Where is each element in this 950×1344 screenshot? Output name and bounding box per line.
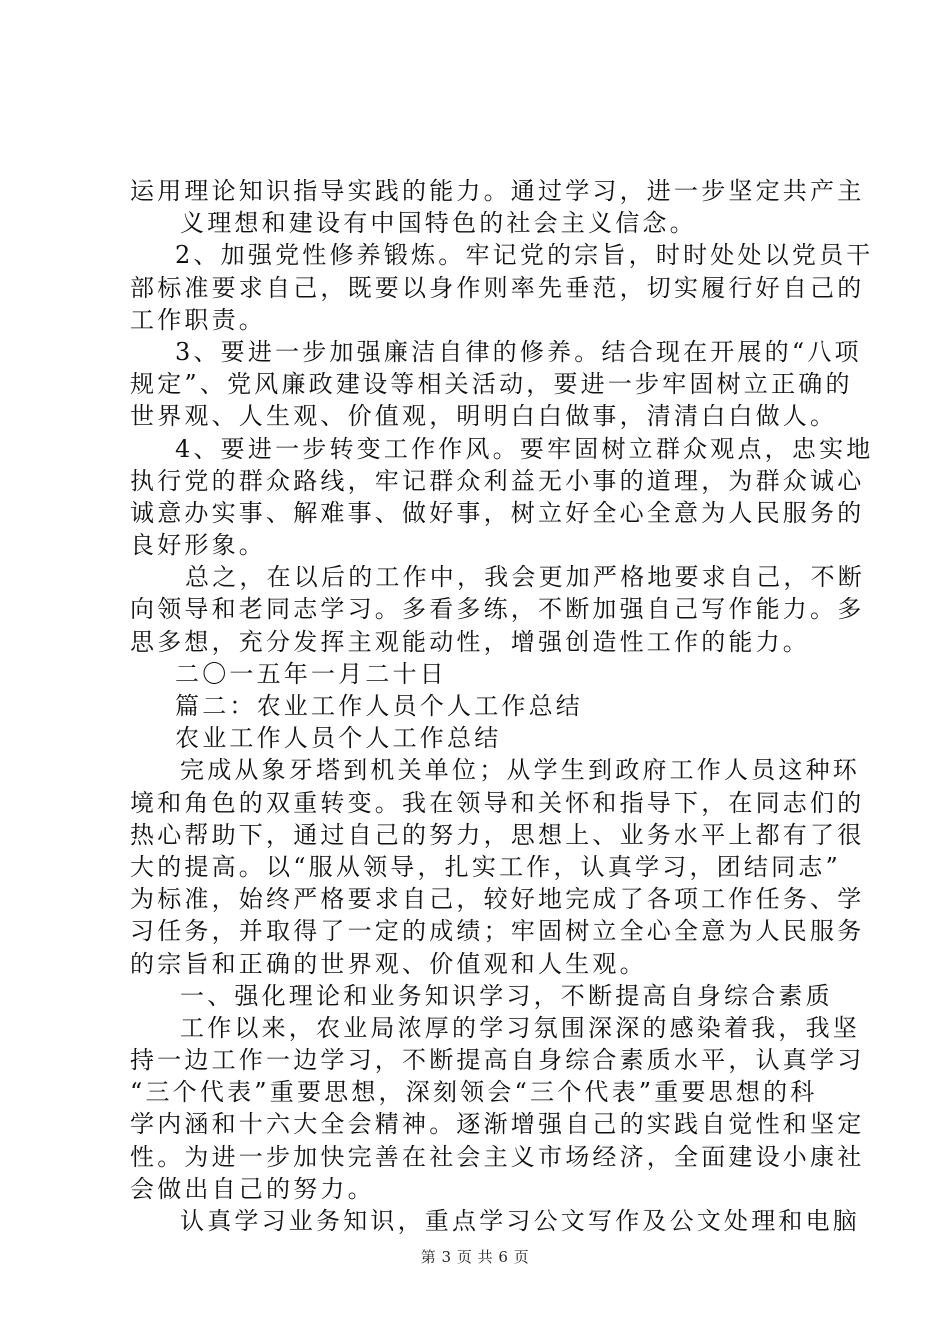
text-line: 思多想，充分发挥主观能动性，增强创造性工作的能力。 [130,627,810,656]
text-line: 4、要进一步转变工作作风。要牢固树立群众观点，忠实地 [175,434,874,463]
text-line: 世界观、人生观、价值观，明明白白做事，清清白白做人。 [130,402,838,431]
text-line: 良好形象。 [130,531,266,560]
text-line: 学内涵和十六大全会精神。逐渐增强自己的实践自觉性和坚定 [130,1110,865,1139]
text-line: 大的提高。以“服从领导，扎实工作，认真学习，团结同志” [130,852,841,881]
text-line: 义理想和建设有中国特色的社会主义信念。 [180,209,697,238]
text-line: 3、要进一步加强廉洁自律的修养。结合现在开展的“八项 [175,337,862,366]
text-line: 总之，在以后的工作中，我会更加严格地要求自己，不断 [185,563,865,592]
text-line: 性。为进一步加快完善在社会主义市场经济，全面建设小康社 [130,1142,865,1171]
document-body [130,175,874,1237]
text-line: 认真学习业务知识，重点学习公文写作及公文处理和电脑 [180,1207,860,1235]
page-number-footer: 第 3 页 共 6 页 [420,1248,530,1266]
text-line: 2、加强党性修养锻炼。牢记党的宗旨，时时处处以党员干 [175,241,874,270]
text-line: 工作职责。 [130,305,266,334]
text-line: 的宗旨和正确的世界观、价值观和人生观。 [130,949,647,978]
text-line: 为标准，始终严格要求自己，较好地完成了各项工作任务、学 [130,885,865,914]
article-title: 农业工作人员个人工作总结 [175,724,502,753]
date-line: 二〇一五年一月二十日 [175,659,447,688]
text-line: 会做出自己的努力。 [130,1174,375,1203]
text-line: 部标准要求自己，既要以身作则率先垂范，切实履行好自己的 [130,273,865,302]
text-line: 执行党的群众路线，牢记群众利益无小事的道理，为群众诚心 [130,466,865,495]
text-line: 持一边工作一边学习，不断提高自身综合素质水平，认真学习 [130,1046,865,1075]
section-heading: 一、强化理论和业务知识学习，不断提高自身综合素质 [180,981,833,1010]
text-line: “三个代表”重要思想，深刻领会“三个代表”重要思想的科 [130,1078,818,1107]
section-heading: 篇二：农业工作人员个人工作总结 [175,692,583,720]
text-line: 境和角色的双重转变。我在领导和关怀和指导下，在同志们的 [130,788,865,817]
text-line: 规定”、党风廉政建设等相关活动，要进一步牢固树立正确的 [130,370,853,399]
text-line: 向领导和老同志学习。多看多练，不断加强自己写作能力。多 [130,595,865,624]
text-line: 完成从象牙塔到机关单位；从学生到政府工作人员这种环 [180,756,860,785]
text-line: 运用理论知识指导实践的能力。通过学习，进一步坚定共产主 [130,177,865,205]
text-line: 习任务，并取得了一定的成绩；牢固树立全心全意为人民服务 [130,917,865,946]
text-line: 热心帮助下，通过自己的努力，思想上、业务水平上都有了很 [130,820,865,849]
text-line: 工作以来，农业局浓厚的学习氛围深深的感染着我，我坚 [180,1013,860,1042]
text-line: 诚意办实事、解难事、做好事，树立好全心全意为人民服务的 [130,498,865,527]
